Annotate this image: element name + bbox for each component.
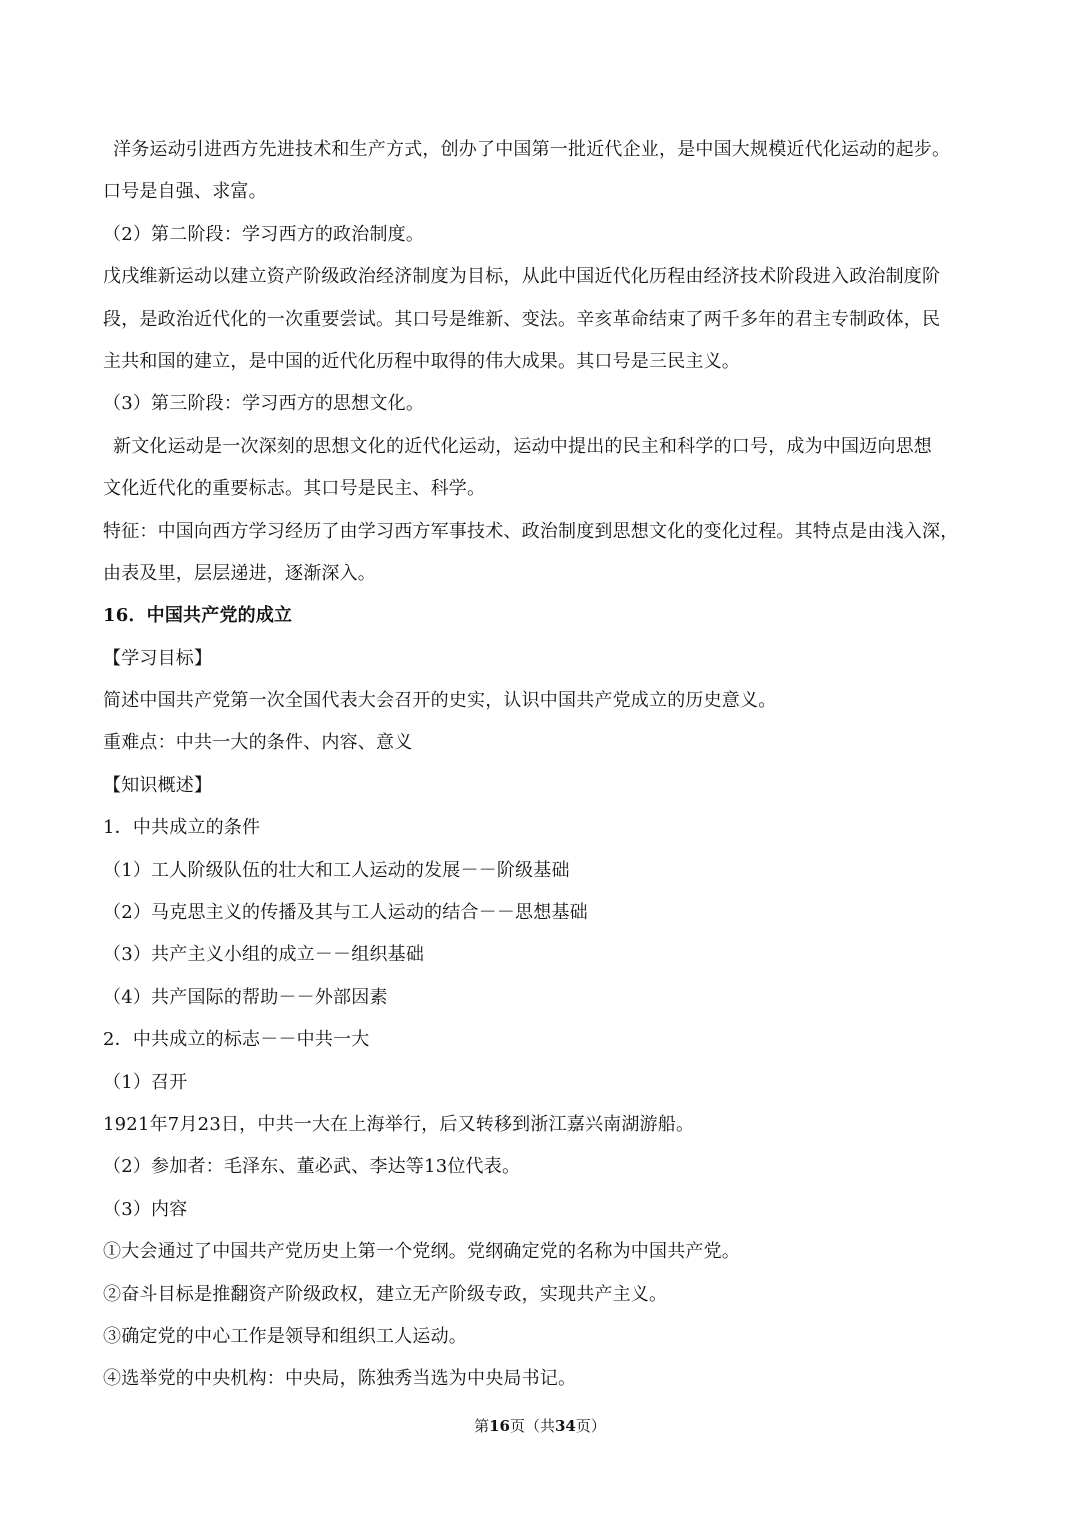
text-line: 段，是政治近代化的一次重要尝试。其口号是维新、变法。辛亥革命结束了两千多年的君主专制政体，民 [103,308,941,330]
text-line: 【知识概述】 [103,774,213,796]
page-footer [0,1415,1080,1436]
text-line: （2）参加者：毛泽东、董必武、李达等13位代表。 [103,1156,521,1178]
text-line: （3）第三阶段：学习西方的思想文化。 [103,393,425,415]
text-line: 特征：中国向西方学习经历了由学习西方军事技术、政治制度到思想文化的变化过程。其特点是由浅入深， [103,520,959,542]
text-line: （3）共产主义小组的成立－－组织基础 [103,944,425,966]
footer-prefix: 第 [474,1417,490,1435]
text-line: （1）工人阶级队伍的壮大和工人运动的发展－－阶级基础 [103,859,570,881]
total-pages: 34 [555,1417,576,1435]
text-line: 新文化运动是一次深刻的思想文化的近代化运动，运动中提出的民主和科学的口号，成为中国迈向思想 [113,435,932,457]
text-line: 洋务运动引进西方先进技术和生产方式，创办了中国第一批近代企业，是中国大规模近代化运动的起步。 [113,139,951,160]
text-line: 1921年7月23日，中共一大在上海举行，后又转移到浙江嘉兴南湖游船。 [103,1113,695,1135]
text-line: （3）内容 [103,1198,188,1220]
text-line: 简述中国共产党第一次全国代表大会召开的史实，认识中国共产党成立的历史意义。 [103,690,777,712]
text-line: 主共和国的建立，是中国的近代化历程中取得的伟大成果。其口号是三民主义。 [103,350,740,372]
document-body [103,129,983,1401]
text-line: （2）第二阶段：学习西方的政治制度。 [103,223,425,245]
text-line: 重难点：中共一大的条件、内容、意义 [103,732,413,754]
text-line: ①大会通过了中国共产党历史上第一个党纲。党纲确定党的名称为中国共产党。 [103,1241,740,1263]
current-page-number: 16 [489,1417,510,1435]
text-line: 1．中共成立的条件 [103,817,261,839]
text-line: ②奋斗目标是推翻资产阶级政权，建立无产阶级专政，实现共产主义。 [103,1283,668,1305]
text-line: 文化近代化的重要标志。其口号是民主、科学。 [103,478,486,500]
text-line: ④选举党的中央机构：中央局，陈独秀当选为中央局书记。 [103,1368,577,1390]
text-line: （1）召开 [103,1071,188,1093]
text-line: 由表及里，层层递进，逐渐深入。 [103,562,376,584]
text-line: （4）共产国际的帮助－－外部因素 [103,986,388,1008]
section-heading: 16．中国共产党的成立 [103,605,293,627]
text-line: 戊戌维新运动以建立资产阶级政治经济制度为目标，从此中国近代化历程由经济技术阶段进入政治制度阶 [103,266,941,288]
text-line: 【学习目标】 [103,647,213,669]
footer-suffix: 页） [575,1417,606,1435]
text-line: 口号是自强、求富。 [103,181,267,203]
text-line: 2．中共成立的标志－－中共一大 [103,1029,370,1051]
text-line: ③确定党的中心工作是领导和组织工人运动。 [103,1325,467,1347]
text-line: （2）马克思主义的传播及其与工人运动的结合－－思想基础 [103,902,588,924]
footer-mid: 页（共 [509,1417,555,1435]
